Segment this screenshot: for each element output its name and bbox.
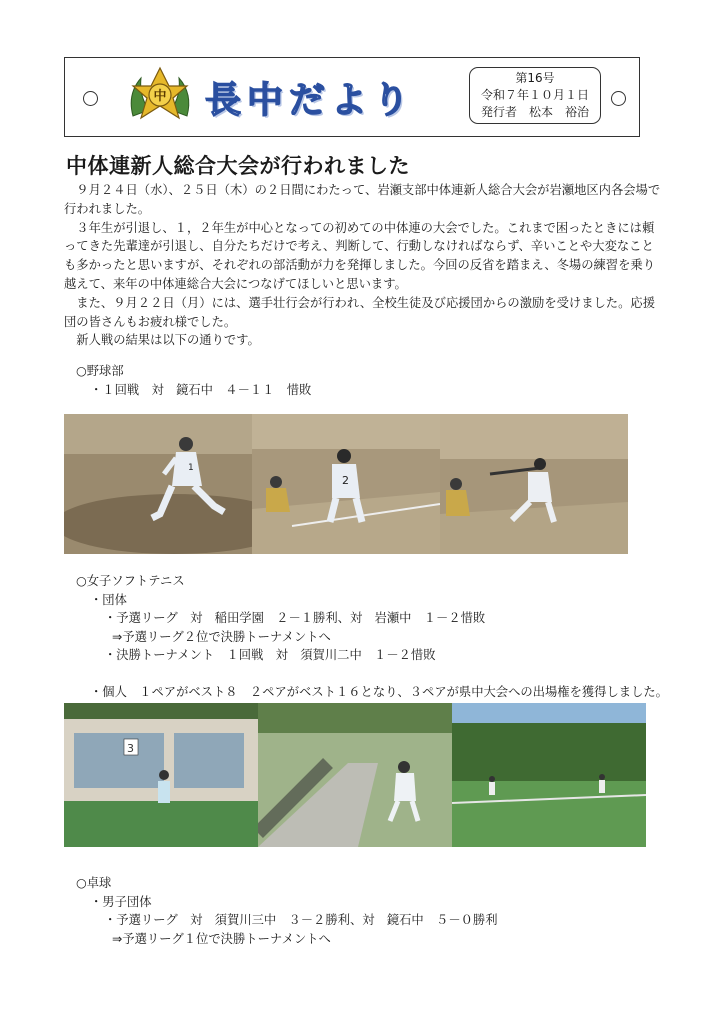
- issue-number: 第16号: [515, 71, 555, 85]
- result-line: ・予選リーグ 対 須賀川三中 ３－２勝利、対 鏡石中 ５－０勝利: [104, 913, 498, 927]
- section-title: ○卓球: [76, 876, 112, 890]
- newsletter-title: 長中だより: [205, 80, 416, 121]
- issue-info: [469, 67, 601, 124]
- photo-tennis-net: [258, 703, 452, 847]
- photo-pitcher: [64, 414, 252, 554]
- jersey-number: 1: [188, 463, 194, 473]
- photo-swing: [440, 414, 628, 554]
- newsletter-header: [64, 57, 640, 137]
- table-tennis-section: [76, 874, 498, 948]
- result-line: ・決勝トーナメント １回戦 対 須賀川二中 １－２惜敗: [104, 648, 436, 662]
- section-title: ○野球部: [76, 364, 124, 378]
- individual-result: ・個人 １ペアがベスト８ ２ペアがベスト１６となり、３ペアが県中大会への出場権を獲得しました。: [90, 684, 668, 699]
- team-label: ・団体: [90, 592, 127, 607]
- issue-date: 令和７年１０月１日: [480, 88, 589, 102]
- photo-batter: [252, 414, 440, 554]
- paragraph: また、９月２２日（月）には、選手壮行会が行われ、全校生徒及び応援団からの激励を受けました。応援団の皆さんもお疲れ様でした。: [64, 295, 655, 329]
- article-body: [64, 181, 664, 350]
- baseball-result: ・１回戦 対 鏡石中 ４－１１ 惜敗: [90, 382, 312, 397]
- result-line: ⇒予選リーグ１位で決勝トーナメントへ: [112, 931, 331, 946]
- section-title: ○女子ソフトテニス: [76, 574, 185, 588]
- photo-tennis-serve: [64, 703, 258, 847]
- paragraph: ９月２４日（水）、２５日（木）の２日間にわたって、岩瀬支部中体連新人総合大会が岩瀬地区内各会場で行われました。: [64, 183, 661, 216]
- result-line: ・予選リーグ 対 稲田学園 ２－１勝利、対 岩瀬中 １－２惜敗: [104, 611, 486, 625]
- paragraph: ３年生が引退し、１，２年生が中心となっての初めての中体連の大会でした。これまで困ったときには頼ってきた先輩達が引退し、自分たちだけで考え、判断して、行動しなければならず、辛いことや大変なことも多かったと思いますが、それぞれの部活動が力を発揮しました。今回の反省を踏まえ、冬場の練習を乗り越えて、来年の中体連総合大会につなげてほしいと思います。: [64, 220, 655, 291]
- publisher: 発行者 松本 裕治: [480, 105, 589, 119]
- punch-hole-right: [611, 91, 626, 106]
- photo-tennis-court: [452, 703, 646, 847]
- result-line: ⇒予選リーグ２位で決勝トーナメントへ: [112, 629, 331, 644]
- team-label: ・男子団体: [90, 894, 152, 909]
- tennis-photos: [64, 703, 646, 847]
- emblem-char: 中: [153, 89, 167, 104]
- paragraph: 新人戦の結果は以下の通りです。: [76, 333, 260, 348]
- baseball-photos: [64, 414, 628, 554]
- punch-hole-left: [83, 91, 98, 106]
- article-headline: 中体連新人総合大会が行われました: [66, 154, 410, 178]
- baseball-section: [76, 362, 311, 399]
- jersey-number: 2: [342, 474, 349, 487]
- school-emblem-icon: [125, 64, 195, 130]
- court-sign: 3: [127, 742, 134, 755]
- soft-tennis-section: [76, 572, 668, 701]
